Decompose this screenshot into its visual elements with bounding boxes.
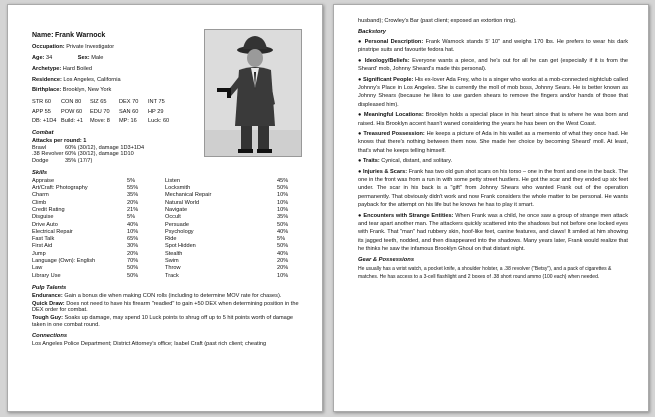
skill-row <box>32 251 165 258</box>
skill-value: 50% <box>127 265 139 272</box>
character-name: Frank Warnock <box>54 32 106 39</box>
skill-name: Appraise <box>32 177 55 184</box>
skill-name: First Aid <box>32 243 53 250</box>
skill-name: Psychology <box>165 228 194 235</box>
stat-move <box>90 118 119 125</box>
occupation-value: Private Investigator <box>66 44 115 51</box>
backstory-label: Personal Description: <box>364 39 424 46</box>
portrait-illustration <box>205 30 301 156</box>
backstory-entry <box>358 76 628 110</box>
skill-name: Swim <box>165 258 179 264</box>
skills-right-column <box>165 178 307 280</box>
connections-continuation: husband); Crowley's Bar (past client; exposed an extortion ring). <box>358 18 517 24</box>
skill-row <box>165 236 307 243</box>
skill-row <box>32 258 165 265</box>
page2-content <box>358 17 628 282</box>
skill-name: Jump <box>32 250 46 257</box>
skill-value: 50% <box>277 185 289 192</box>
page1-content <box>32 32 308 348</box>
combat-value: 60% (30/12), damage 1D3+1D4 <box>65 144 145 151</box>
skill-row <box>32 273 165 280</box>
stat-label: Move: <box>90 118 106 125</box>
skill-name: Spot Hidden <box>165 243 196 250</box>
skill-value: 45% <box>277 177 289 184</box>
skill-value: 10% <box>127 228 139 235</box>
backstory-entry <box>358 111 628 128</box>
combat-name: Dodge <box>32 158 49 165</box>
backstory-heading: Backstory <box>358 29 387 36</box>
stat-label: HP <box>148 108 156 115</box>
skill-name: Stealth <box>165 250 183 257</box>
skill-name: Law <box>32 265 43 272</box>
stat-label: POW <box>61 108 75 115</box>
sex-label: Sex: <box>77 55 90 62</box>
backstory-text: When Frank was a child, he once saw a group of strange men attack and tear apart another man. The attackers quickly scattered into the shadows but not before one locked eyes with Frank. That "man" had rubbery skin, hoof-like feet, canine features, and claws! It smiled at him showing its jagged teeth, nodded, and then disappeared into the shadows. Many years later, Frank would realize that he thinks he saw the infamous Brooklyn Ghoul on that distant night. <box>358 212 629 253</box>
skill-value: 10% <box>277 272 289 279</box>
stat-label: Luck: <box>148 118 162 125</box>
skill-row <box>32 200 165 207</box>
backstory-entry <box>358 130 628 155</box>
skill-value: 40% <box>277 228 289 235</box>
skill-value: 40% <box>127 221 139 228</box>
bullet-icon: ● <box>358 76 363 83</box>
backstory-entry <box>358 38 628 55</box>
skill-name: Listen <box>165 177 180 184</box>
backstory-text: Frank has two old gun shot scars on his torso – one in the front and one in the back. The one in the front was from a run in with some petty street hustlers. He got the scar and they ended up six feet under. The scar in his back is a "gift" from Johnny Shears who wanted Frank out of the operation permanently. That obviously didn't work and now Frank considers the whole matter to be personal. He wants payback for the attempt on his life but he knows he has to play it smart. <box>358 168 628 209</box>
backstory-text: Cynical, distant, and solitary. <box>381 158 453 165</box>
skill-row <box>32 243 165 250</box>
talent-quick-draw <box>32 301 308 314</box>
character-sheet-page-1 <box>7 4 323 412</box>
stat-value: 65 <box>100 98 107 105</box>
stat-label: SIZ <box>90 98 99 105</box>
backstory-entry <box>358 57 628 74</box>
skill-name: Occult <box>165 214 181 221</box>
backstory-text: Everyone wants a piece, and he's out for all he can get (especially if it is from the Sheard' mob, Johnny Sheard's made this personal). <box>358 57 629 73</box>
skill-row <box>165 258 307 265</box>
gear-heading: Gear & Possessions <box>358 257 415 264</box>
backstory-label: Traits: <box>362 158 380 165</box>
bullet-icon: ● <box>358 168 363 175</box>
bullet-icon: ● <box>358 130 364 137</box>
bullet-icon: ● <box>358 212 364 219</box>
skill-name: Language (Own): English <box>32 258 96 264</box>
skill-name: Library Use <box>32 272 61 279</box>
residence-value: Los Angeles, California <box>63 76 121 83</box>
stat-siz <box>90 99 119 106</box>
pulp-talents-heading: Pulp Talents <box>32 284 67 291</box>
skill-name: Credit Rating <box>32 206 65 213</box>
stat-label: INT <box>148 98 157 105</box>
skill-row <box>165 243 307 250</box>
character-sheet-page-2 <box>333 4 649 412</box>
skill-row <box>32 214 165 221</box>
talent-text: Gain a bonus die when making CON rolls (including to determine MOV rate for chases). <box>64 292 282 299</box>
talent-endurance <box>32 293 308 300</box>
skill-value: 21% <box>127 206 139 213</box>
skill-row <box>165 273 307 280</box>
stat-hp <box>148 109 177 116</box>
stat-value: 60 <box>132 108 139 115</box>
skill-name: Navigate <box>165 206 188 213</box>
bullet-icon: ● <box>358 158 363 165</box>
stat-value: 75 <box>158 98 165 105</box>
skills-table <box>32 178 308 280</box>
skills-left-column <box>32 178 165 280</box>
skill-row <box>32 229 165 236</box>
stat-value: 80 <box>75 98 82 105</box>
combat-name: Brawl <box>32 144 46 151</box>
backstory-label: Ideology/Beliefs: <box>364 57 410 64</box>
stat-con <box>61 99 90 106</box>
skill-row <box>165 207 307 214</box>
skill-value: 5% <box>127 177 136 184</box>
skill-value: 10% <box>277 192 289 199</box>
stat-label: MP: <box>119 118 129 125</box>
stat-label: CON <box>61 98 74 105</box>
skill-name: Electrical Repair <box>32 228 73 235</box>
backstory-text: He keeps a picture of Ada in his wallet as a memento of what they once had. He knows that there's nothing between them now. She made her choice by becoming Sheard' moll. At least, that's what he keeps telling himself. <box>358 130 629 154</box>
skill-row <box>32 207 165 214</box>
skill-row <box>32 178 165 185</box>
stat-value: +1 <box>76 118 83 125</box>
age-label: Age: <box>32 55 45 62</box>
stat-value: 55 <box>44 108 51 115</box>
skill-value: 65% <box>127 236 139 243</box>
talent-text: Does not need to have his firearm "readied" to gain +50 DEX when determining position in the DEX order for combat. <box>32 300 299 314</box>
skill-value: 10% <box>277 199 289 206</box>
backstory-label: Treasured Possession: <box>363 130 425 137</box>
stat-label: DEX <box>119 98 131 105</box>
backstory-entry <box>358 212 628 254</box>
combat-row <box>32 158 308 165</box>
skill-name: Locksmith <box>165 185 191 192</box>
skill-name: Climb <box>32 199 47 206</box>
skill-row <box>32 185 165 192</box>
skill-row <box>165 200 307 207</box>
skill-value: 20% <box>127 250 139 257</box>
skill-value: 30% <box>127 243 139 250</box>
skill-value: 40% <box>277 250 289 257</box>
connections-heading: Connections <box>32 333 68 340</box>
stat-value: 29 <box>157 108 164 115</box>
backstory-label: Injuries & Scars: <box>362 168 408 175</box>
skill-value: 20% <box>127 199 139 206</box>
stat-app <box>32 109 61 116</box>
stat-edu <box>90 109 119 116</box>
skill-name: Persuade <box>165 221 189 228</box>
skill-name: Track <box>165 272 179 279</box>
backstory-entry <box>358 157 628 165</box>
stat-san <box>119 109 148 116</box>
skill-value: 50% <box>277 221 289 228</box>
skill-value: 35% <box>127 192 139 199</box>
stat-luck <box>148 118 177 125</box>
combat-value: 35% (17/7) <box>65 158 93 165</box>
stat-label: STR <box>32 98 44 105</box>
skill-value: 20% <box>277 258 289 264</box>
skill-value: 50% <box>277 243 289 250</box>
residence-label: Residence: <box>32 76 62 83</box>
stat-label: SAN <box>119 108 131 115</box>
skill-name: Ride <box>165 236 177 243</box>
birthplace-value: Brooklyn, New York <box>62 87 112 94</box>
stat-label: Build: <box>61 118 75 125</box>
combat-heading: Combat <box>32 130 54 137</box>
skill-value: 55% <box>127 185 139 192</box>
age-value: 34 <box>46 55 53 62</box>
stat-value: 70 <box>132 98 139 105</box>
connections-text: Los Angeles Police Department; District Attorney's office; Isabel Craft (past rich client; cheating <box>32 341 267 348</box>
skill-value: 35% <box>277 214 289 221</box>
skill-row <box>165 178 307 185</box>
attacks-value: 1 <box>83 137 87 144</box>
bullet-icon: ● <box>358 57 365 64</box>
stat-value: 70 <box>103 108 110 115</box>
skill-name: Fast Talk <box>32 236 55 243</box>
skill-row <box>165 251 307 258</box>
bullet-icon: ● <box>358 39 365 46</box>
skill-value: 5% <box>277 236 286 243</box>
skill-name: Mechanical Repair <box>165 192 212 199</box>
combat-value: 60% (30/12), damage 1D10 <box>65 151 134 158</box>
skill-row <box>165 214 307 221</box>
stat-label: DB: <box>32 118 42 125</box>
skill-name: Natural World <box>165 199 200 206</box>
skill-name: Drive Auto <box>32 221 58 228</box>
occupation-label: Occupation: <box>32 44 65 51</box>
stat-int <box>148 99 177 106</box>
skill-value: 50% <box>127 272 139 279</box>
skill-row <box>32 265 165 272</box>
backstory-text: Brooklyn holds a special place in his heart since that is where he was born and raised. His Brooklyn accent hasn't waned considering the years he has been on the West Coast. <box>358 112 628 127</box>
bullet-icon: ● <box>358 112 364 119</box>
talent-label: Tough Guy: <box>32 314 63 321</box>
talent-text: Soaks up damage, may spend 10 Luck points to shrug off up to 5 hit points worth of damage taken in one combat round. <box>32 314 293 328</box>
talent-label: Quick Draw: <box>32 300 65 307</box>
birthplace-label: Birthplace: <box>32 87 62 94</box>
skills-heading: Skills <box>32 169 48 176</box>
name-label: Name: <box>32 32 54 39</box>
skill-row <box>165 192 307 199</box>
backstory-label: Meaningful Locations: <box>363 112 424 119</box>
skill-value: 5% <box>127 214 136 221</box>
backstory-label: Encounters with Strange Entities: <box>363 212 454 219</box>
skill-row <box>32 222 165 229</box>
skill-row <box>165 185 307 192</box>
archetype-label: Archetype: <box>32 65 62 72</box>
archetype-value: Hard Boiled <box>62 65 93 72</box>
skill-value: 10% <box>277 206 289 213</box>
backstory-text: Frank Warnock stands 5' 10" and weighs 170 lbs. He prefers to wear his dark pinstripe suits and favourite fedora hat. <box>358 39 628 54</box>
skill-row <box>165 265 307 272</box>
stat-value: 60 <box>75 108 83 115</box>
stat-value: 60 <box>44 98 51 105</box>
skill-name: Art/Craft: Photography <box>32 185 88 192</box>
skill-value: 70% <box>127 258 139 264</box>
skill-row <box>32 236 165 243</box>
stat-pow <box>61 109 90 116</box>
backstory-text: His ex-lover Ada Frey, who is a singer who works at a mob-connected nightclub called Johnny's Place in Los Angeles. She is currently the moll of mob boss, Johnny Sears. He is better known as Johnny Shears (because he likes to use garden shears to remove the fingers and/or hands of those that displeased him). <box>358 76 628 108</box>
stat-mp <box>119 118 148 125</box>
stat-value: 8 <box>106 118 110 125</box>
stat-build <box>61 118 90 125</box>
skill-row <box>32 192 165 199</box>
talent-tough-guy <box>32 315 308 328</box>
skill-value: 20% <box>277 265 289 272</box>
gear-text: He usually has a wrist watch, a pocket knife, a shoulder holster, a .38 revolver ("Betsy"), and a pack of cigarettes & matches. He has access to a 3-cell flashlight and 2 boxes of .38 short round ammo (100 each) when needed. <box>358 266 612 280</box>
talent-label: Endurance: <box>32 292 63 299</box>
stat-label: APP <box>32 108 44 115</box>
stat-dex <box>119 99 148 106</box>
backstory-label: Significant People: <box>363 76 414 83</box>
sex-value: Male <box>91 55 104 62</box>
stat-value: +1D4 <box>42 118 57 125</box>
stat-db <box>32 118 61 125</box>
skill-row <box>165 222 307 229</box>
stat-label: EDU <box>90 108 102 115</box>
stat-value: 60 <box>162 118 170 125</box>
skill-row <box>165 229 307 236</box>
attacks-label: Attacks per round: <box>32 137 82 144</box>
stat-str <box>32 99 61 106</box>
character-portrait-image <box>204 29 302 157</box>
stat-value: 16 <box>130 118 137 125</box>
skill-name: Charm <box>32 192 49 199</box>
skill-name: Throw <box>165 265 181 272</box>
skill-name: Disguise <box>32 214 54 221</box>
backstory-list <box>358 38 628 253</box>
backstory-entry <box>358 168 628 210</box>
combat-name: .38 Revolver <box>32 151 64 158</box>
